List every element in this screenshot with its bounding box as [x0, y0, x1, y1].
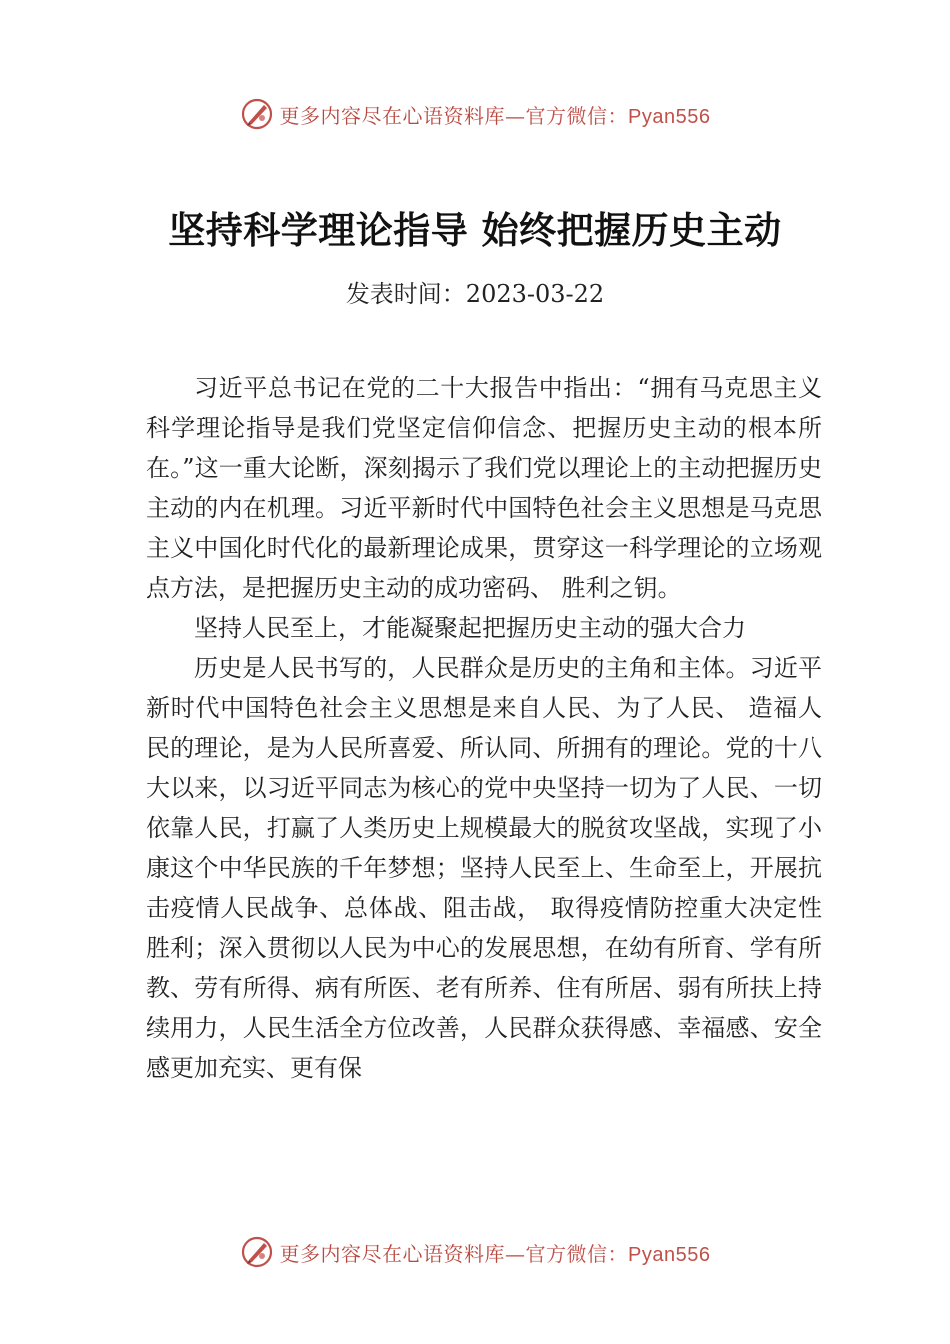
footer-banner	[0, 1232, 950, 1272]
section-heading: 坚持人民至上，才能凝聚起把握历史主动的强大合力	[194, 614, 746, 642]
banner-separator: —	[505, 103, 526, 128]
article-title: 坚持科学理论指导 始终把握历史主动	[168, 208, 782, 252]
header-banner	[0, 94, 950, 134]
banner-text	[280, 100, 711, 129]
publish-date: 发表时间：2023-03-22	[345, 280, 605, 308]
quill-seal-icon	[240, 1235, 274, 1269]
quill-seal-icon	[240, 97, 274, 131]
banner-wechat-text: 官方微信：Pyan556	[525, 1243, 711, 1266]
banner-separator: —	[505, 1241, 526, 1266]
paragraph: 历史是人民书写的，人民群众是历史的主角和主体。习近平新时代中国特色社会主义思想是来自人民、为了人民、 造福人民的理论，是为人民所喜爱、所认同、所拥有的理论。党的十八大以来，以习近平同志为核心的党中央坚持一切为了人民、一切依靠人民，打赢了人类历史上规模最大的脱贫攻坚战，实现了小康这个中华民族的千年梦想；坚持人民至上、生命至上，开展抗击疫情人民战争、总体战、阻击战， 取得疫情防控重大决定性胜利；深入贯彻以人民为中心的发展思想，在幼有所育、学有所教、劳有所得、病有所医、老有所养、住有所居、弱有所扶上持续用力，人民生活全方位改善，人民群众获得感、幸福感、安全感更加充实、更有保	[146, 654, 822, 1082]
banner-text	[280, 1238, 711, 1267]
article-body	[146, 368, 822, 1088]
banner-wechat-text: 官方微信：Pyan556	[525, 105, 711, 128]
banner-main-text: 更多内容尽在心语资料库	[279, 1241, 506, 1266]
banner-main-text: 更多内容尽在心语资料库	[279, 103, 506, 128]
paragraph: 习近平总书记在党的二十大报告中指出：“拥有马克思主义科学理论指导是我们党坚定信仰信念、把握历史主动的根本所在。”这一重大论断，深刻揭示了我们党以理论上的主动把握历史主动的内在机理。习近平新时代中国特色社会主义思想是马克思主义中国化时代化的最新理论成果，贯穿这一科学理论的立场观点方法，是把握历史主动的成功密码、 胜利之钥。	[146, 374, 822, 602]
